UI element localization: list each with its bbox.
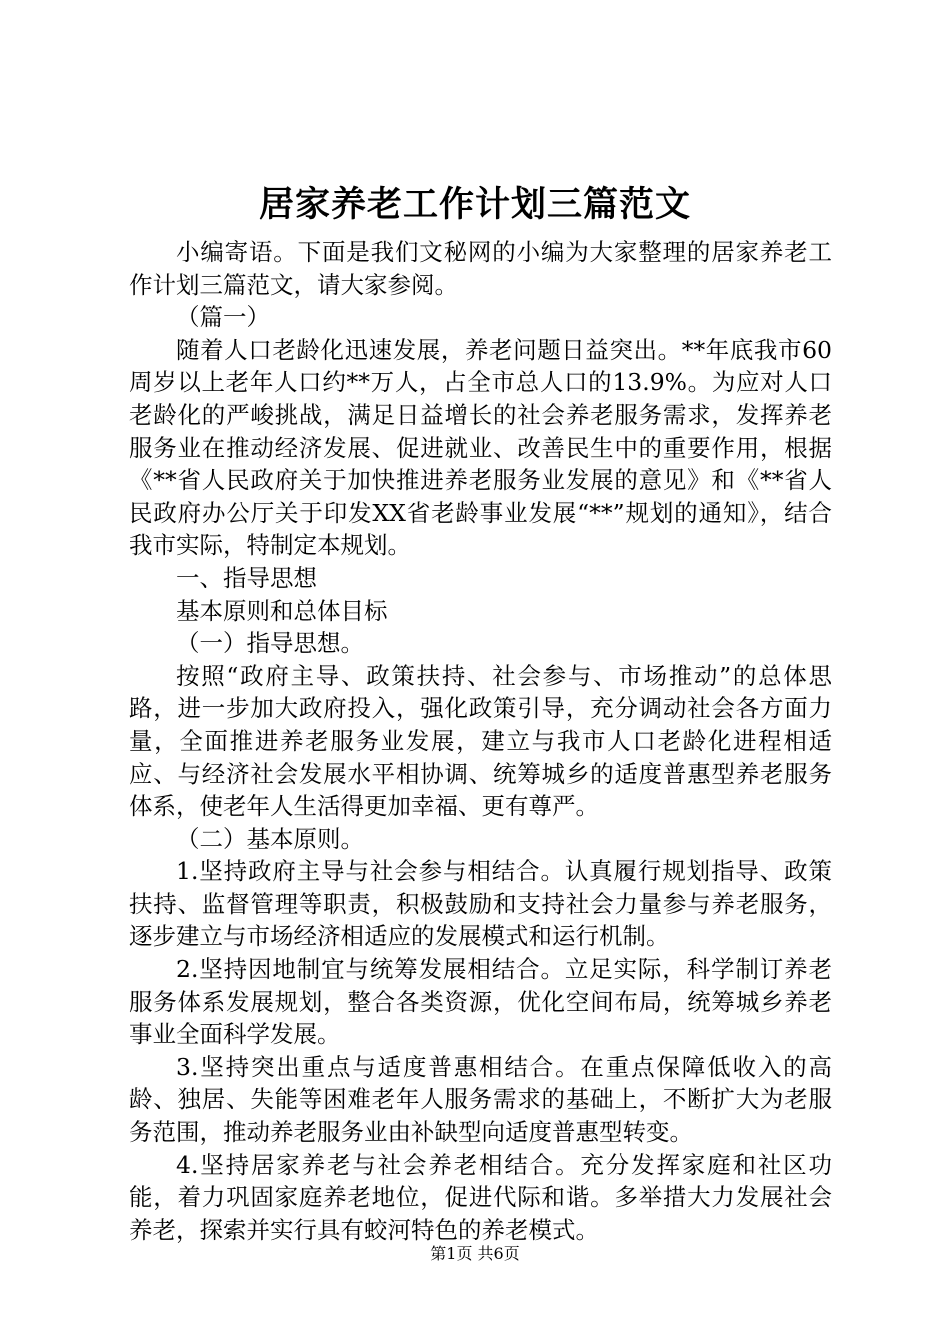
paragraph-principle-1: 1.坚持政府主导与社会参与相结合。认真履行规划指导、政策扶持、监督管理等职责，积极鼓励和支持社会力量参与养老服务，逐步建立与市场经济相适应的发展模式和运行机制。 bbox=[129, 857, 832, 951]
paragraph-guiding-ideology: 按照“政府主导、政策扶持、社会参与、市场推动”的总体思路，进一步加大政府投入，强化政策引导，充分调动社会各方面力量，全面推进养老服务业发展，建立与我市人口老龄化进程相适应、与经济社会发展水平相协调、统筹城乡的适度普惠型养老服务体系，使老年人生活得更加幸福、更有尊严。 bbox=[129, 661, 832, 821]
page-footer bbox=[0, 1242, 950, 1266]
page-indicator: 第1页 共6页 bbox=[430, 1244, 520, 1263]
section-heading-guiding-ideology: 一、指导思想 bbox=[176, 563, 317, 592]
subsection-heading-basic-principles: （二）基本原则。 bbox=[176, 824, 364, 853]
section-subheading-principles-goals: 基本原则和总体目标 bbox=[176, 596, 388, 625]
paragraph-part-one-label: （篇一） bbox=[176, 303, 270, 332]
paragraph-background: 随着人口老龄化迅速发展，养老问题日益突出。**年底我市60周岁以上老年人口约**万人，占全市总人口的13.9%。为应对人口老龄化的严峻挑战，满足日益增长的社会养老服务需求，发挥养老服务业在推动经济发展、促进就业、改善民生中的重要作用，根据《**省人民政府关于加快推进养老服务业发展的意见》和《**省人民政府办公厅关于印发XX省老龄事业发展“**”规划的通知》，结合我市实际，特制定本规划。 bbox=[129, 335, 832, 560]
paragraph-principle-4: 4.坚持居家养老与社会养老相结合。充分发挥家庭和社区功能，着力巩固家庭养老地位，促进代际和谐。多举措大力发展社会养老，探索并实行具有蛟河特色的养老模式。 bbox=[129, 1150, 832, 1244]
paragraph-intro: 小编寄语。下面是我们文秘网的小编为大家整理的居家养老工作计划三篇范文，请大家参阅。 bbox=[129, 238, 832, 299]
paragraph-principle-2: 2.坚持因地制宜与统筹发展相结合。立足实际，科学制订养老服务体系发展规划，整合各类资源，优化空间布局，统筹城乡养老事业全面科学发展。 bbox=[129, 955, 832, 1049]
subsection-heading-guiding-ideology: （一）指导思想。 bbox=[176, 629, 364, 658]
document-title: 居家养老工作计划三篇范文 bbox=[258, 184, 691, 225]
paragraph-principle-3: 3.坚持突出重点与适度普惠相结合。在重点保障低收入的高龄、独居、失能等困难老年人服务需求的基础上，不断扩大为老服务范围，推动养老服务业由补缺型向适度普惠型转变。 bbox=[129, 1052, 832, 1147]
document-body bbox=[129, 236, 832, 1246]
